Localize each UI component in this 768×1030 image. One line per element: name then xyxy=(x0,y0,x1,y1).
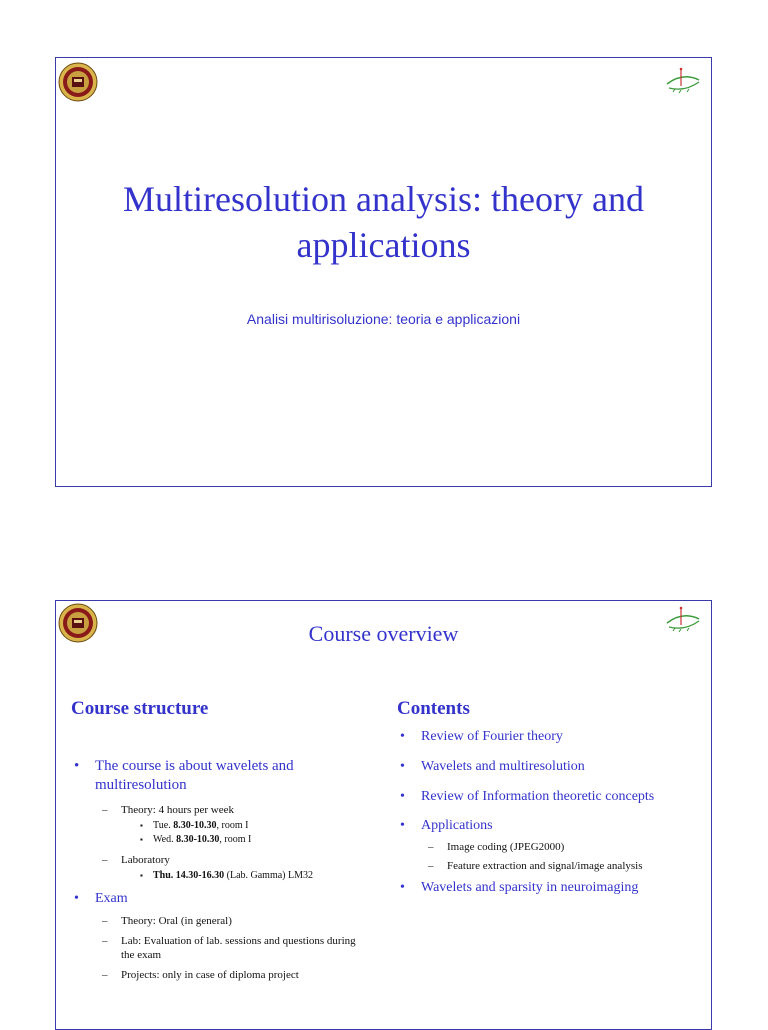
room-text: , room I xyxy=(219,834,252,845)
time-text: 8.30-10.30 xyxy=(176,834,220,845)
list-item xyxy=(397,727,707,746)
square-bullet-icon: ▪ xyxy=(140,871,143,880)
item-text: Laboratory xyxy=(121,854,170,866)
list-item xyxy=(397,757,707,776)
bullet-icon: • xyxy=(400,729,405,744)
dash-icon: – xyxy=(428,860,434,872)
dash-icon: – xyxy=(102,915,108,927)
list-item xyxy=(71,869,371,883)
contents-heading: Contents xyxy=(397,698,470,719)
lab-logo-icon xyxy=(663,66,703,96)
dash-icon: – xyxy=(102,935,108,947)
square-bullet-icon: ▪ xyxy=(140,821,143,830)
room-text: (Lab. Gamma) LM32 xyxy=(224,870,314,881)
dash-icon: – xyxy=(102,969,108,981)
slide-subtitle: Analisi multirisoluzione: teoria e applicazioni xyxy=(246,311,521,327)
room-text: , room I xyxy=(216,820,249,831)
item-text: Theory: Oral (in general) xyxy=(121,915,232,927)
bullet-icon: • xyxy=(400,759,405,774)
bullet-icon: • xyxy=(400,818,405,833)
list-item xyxy=(71,757,371,795)
bullet-icon: • xyxy=(400,880,405,895)
contents-list xyxy=(397,727,707,897)
university-seal-icon xyxy=(58,62,98,102)
item-text: Projects: only in case of diploma project xyxy=(121,969,299,981)
day-label: Wed. xyxy=(153,834,174,845)
bullet-icon: • xyxy=(74,758,80,774)
time-text: 8.30-10.30 xyxy=(173,820,217,831)
list-item xyxy=(71,968,371,982)
bullet-icon: • xyxy=(74,891,79,906)
item-text: Review of Information theoretic concepts xyxy=(421,789,655,804)
item-text: Review of Fourier theory xyxy=(421,729,563,744)
item-text: Theory: 4 hours per week xyxy=(121,804,235,816)
title-line-1: Multiresolution analysis: theory and xyxy=(123,179,644,219)
course-structure-list xyxy=(71,757,371,982)
list-item xyxy=(397,878,707,897)
title-slide xyxy=(55,57,712,487)
list-item xyxy=(71,819,371,833)
list-item xyxy=(71,934,371,962)
title-line-2: applications xyxy=(296,225,471,265)
item-text: Applications xyxy=(421,818,493,833)
course-overview-slide xyxy=(55,600,712,1030)
list-item xyxy=(71,914,371,928)
dash-icon: – xyxy=(102,804,108,816)
day-label: Tue. xyxy=(153,820,171,831)
item-text: Lab: Evaluation of lab. sessions and questions during the exam xyxy=(121,935,356,961)
day-label: Thu. xyxy=(153,870,174,881)
list-item xyxy=(71,889,371,908)
list-item xyxy=(397,859,707,873)
dash-icon: – xyxy=(102,854,108,866)
course-structure-heading: Course structure xyxy=(71,698,209,719)
item-text: The course is about wavelets and multiresolution xyxy=(95,758,294,793)
item-text: Exam xyxy=(95,891,128,906)
bullet-icon: • xyxy=(400,789,405,804)
time-text: 14.30-16.30 xyxy=(175,870,225,881)
item-text: Wavelets and sparsity in neuroimaging xyxy=(421,880,639,895)
item-text: Feature extraction and signal/image analysis xyxy=(447,860,643,872)
list-item xyxy=(71,833,371,847)
list-item xyxy=(397,816,707,835)
list-item xyxy=(397,840,707,854)
list-item xyxy=(71,803,371,817)
list-item xyxy=(397,787,707,806)
slide-title: Course overview xyxy=(308,621,459,646)
square-bullet-icon: ▪ xyxy=(140,835,143,844)
slide-title xyxy=(56,176,711,268)
item-text: Image coding (JPEG2000) xyxy=(447,841,565,853)
item-text: Wavelets and multiresolution xyxy=(421,759,585,774)
dash-icon: – xyxy=(428,841,434,853)
list-item xyxy=(71,853,371,867)
